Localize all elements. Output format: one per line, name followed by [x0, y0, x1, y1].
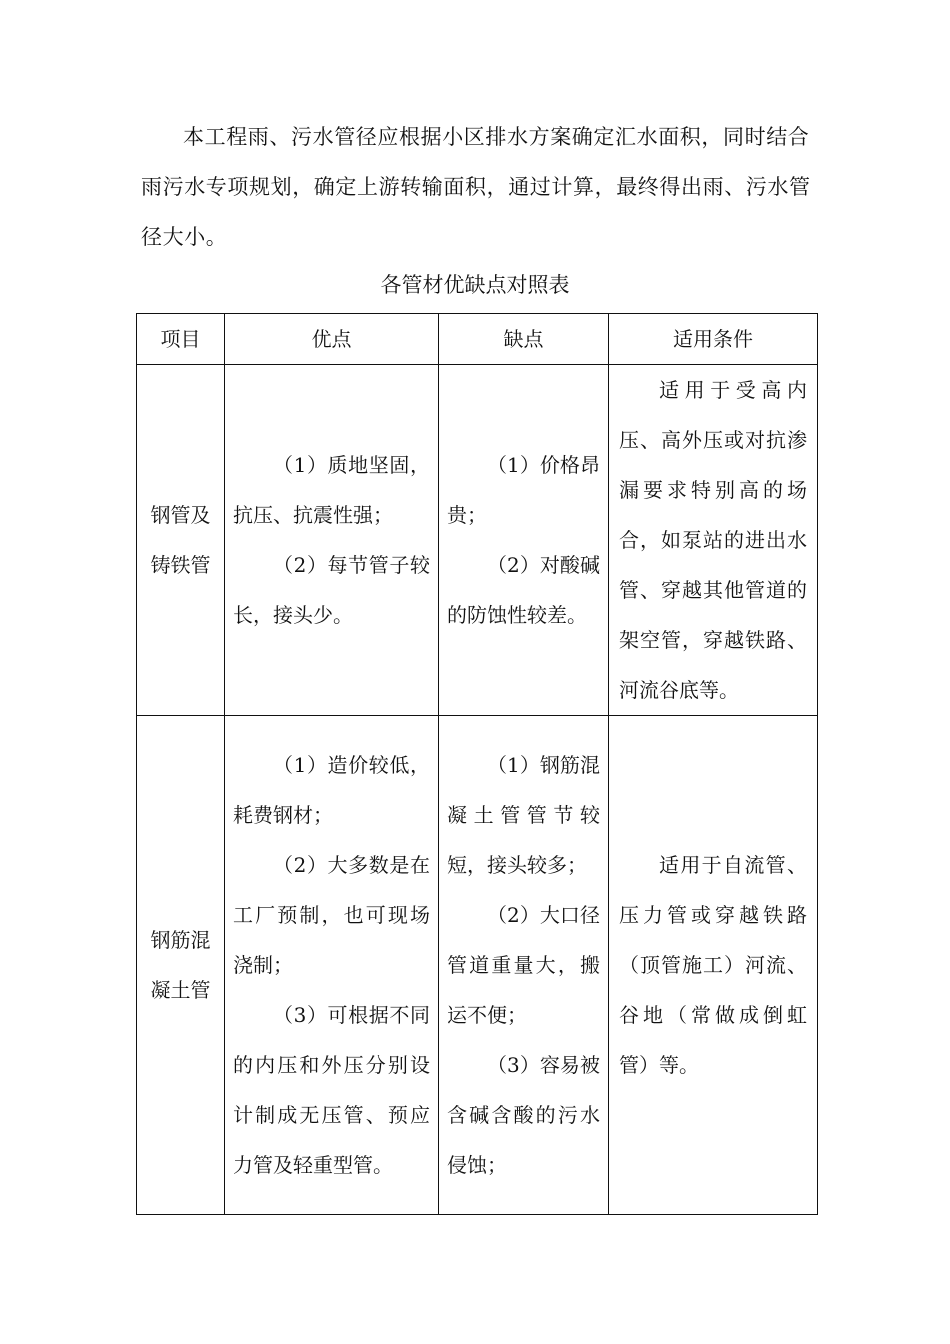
advantage-point: （3）可根据不同的内压和外压分别设计制成无压管、预应力管及轻重型管。 — [233, 1003, 430, 1177]
header-conditions: 适用条件 — [609, 314, 818, 365]
item-cell — [137, 365, 225, 716]
pipe-material-comparison-table — [136, 313, 818, 1215]
disadvantage-point: （1）钢筋混凝土管管节较短，接头较多； — [447, 753, 600, 877]
disadvantage-point: （2）大口径管道重量大，搬运不便； — [447, 903, 600, 1027]
disadvantages-cell — [439, 716, 609, 1215]
disadvantage-point: （1）价格昂贵； — [447, 453, 600, 527]
conditions-text: 适用于自流管、压力管或穿越铁路（顶管施工）河流、谷地（常做成倒虹管）等。 — [619, 853, 807, 1077]
advantage-point: （2）每节管子较长，接头少。 — [233, 553, 430, 627]
header-advantages: 优点 — [225, 314, 439, 365]
item-cell — [137, 716, 225, 1215]
item-line: 钢筋混 — [150, 928, 211, 952]
table-caption: 各管材优缺点对照表 — [380, 273, 570, 297]
conditions-cell — [609, 365, 818, 716]
advantages-cell — [225, 716, 439, 1215]
advantage-point: （2）大多数是在工厂预制，也可现场浇制； — [233, 853, 430, 977]
disadvantage-point: （3）容易被含碱含酸的污水侵蚀； — [447, 1053, 600, 1177]
table-row — [137, 716, 818, 1215]
conditions-text: 适用于受高内压、高外压或对抗渗漏要求特别高的场合，如泵站的进出水管、穿越其他管道的架空管，穿越铁路、河流谷底等。 — [619, 378, 807, 702]
header-disadvantages: 缺点 — [439, 314, 609, 365]
intro-paragraph: 本工程雨、污水管径应根据小区排水方案确定汇水面积，同时结合雨污水专项规划，确定上游转输面积，通过计算，最终得出雨、污水管径大小。 — [141, 125, 811, 249]
advantage-point: （1）质地坚固，抗压、抗震性强； — [233, 453, 430, 527]
header-item: 项目 — [137, 314, 225, 365]
table-row — [137, 365, 818, 716]
item-line: 凝土管 — [150, 978, 211, 1002]
item-line: 铸铁管 — [150, 553, 211, 577]
advantages-cell — [225, 365, 439, 716]
advantage-point: （1）造价较低，耗费钢材； — [233, 753, 430, 827]
disadvantages-cell — [439, 365, 609, 716]
item-line: 钢管及 — [150, 503, 211, 527]
conditions-cell — [609, 716, 818, 1215]
table-header-row — [137, 314, 818, 365]
disadvantage-point: （2）对酸碱的防蚀性较差。 — [447, 553, 600, 627]
